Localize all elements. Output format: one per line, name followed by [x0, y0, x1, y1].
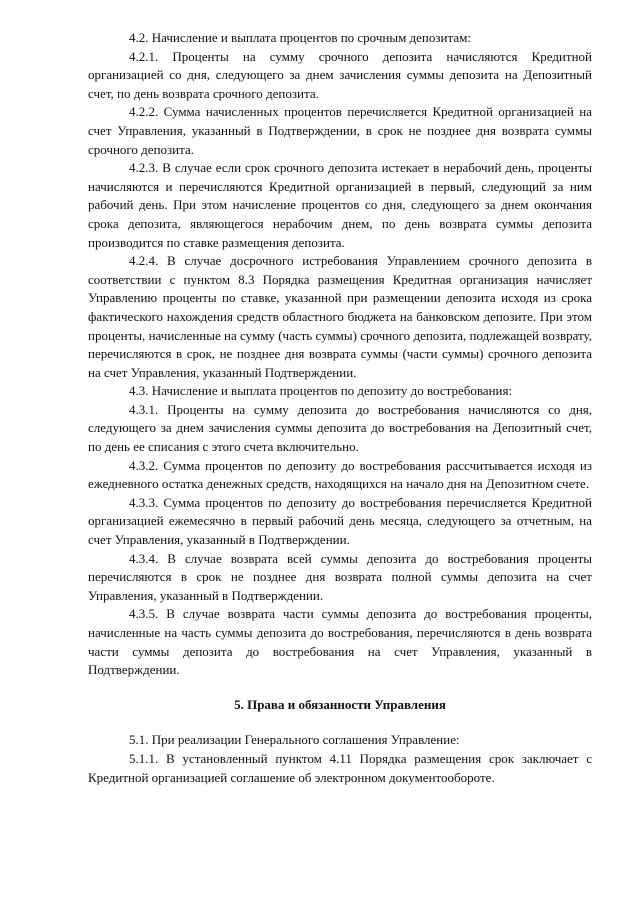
paragraph-4-2-1: 4.2.1. Проценты на сумму срочного депозита начисляются Кредитной организацией со дня, следующего за днем зачисления суммы депозита на Депозитный счет, по день возврата срочного депозита.	[88, 48, 592, 101]
document-page	[88, 29, 592, 787]
paragraph-4-2-3: 4.2.3. В случае если срок срочного депозита истекает в нерабочий день, проценты начисляются и перечисляются Кредитной организацией в первый, следующий за ним рабочий день. При этом начисление процентов со дня, следующего за днем окончания срока депозита, являющегося нерабочим днем, по день возврата суммы депозита производится по ставке размещения депозита.	[88, 160, 592, 250]
paragraph-4-2-4: 4.2.4. В случае досрочного истребования Управлением срочного депозита в соответствии с пунктом 8.3 Порядка размещения Кредитная организация начисляет Управлению проценты по ставке, указанной при размещении депозита исходя из срока фактического нахождения средств областного бюджета на банковском депозите. При этом проценты, начисленные на сумму (часть суммы) срочного депозита, подлежащей возврату, перечисляются в срок, не позднее дня возврата суммы (части суммы) срочного депозита на счет Управления, указанный Подтверждении.	[88, 253, 592, 380]
paragraph-4-3-2: 4.3.2. Сумма процентов по депозиту до востребования рассчитывается исходя из ежедневного остатка денежных средств, находящихся на начало дня на Депозитном счете.	[88, 457, 592, 492]
paragraph-4-2-2: 4.2.2. Сумма начисленных процентов перечисляется Кредитной организацией на счет Управления, указанный в Подтверждении, в срок не позднее дня возврата суммы срочного депозита.	[88, 104, 592, 157]
paragraph-4-3-1: 4.3.1. Проценты на сумму депозита до востребования начисляются со дня, следующего за днем зачисления суммы депозита до востребования на Депозитный счет, по день ее списания с этого счета включительно.	[88, 401, 592, 455]
section-heading: 5. Права и обязанности Управления	[234, 696, 446, 712]
paragraph-4-3-4: 4.3.4. В случае возврата всей суммы депозита до востребования проценты перечисляются в срок не позднее дня возврата полной суммы депозита на счет Управления, указанный в Подтверждении.	[88, 550, 592, 603]
paragraph-4-3-3: 4.3.3. Сумма процентов по депозиту до востребования перечисляется Кредитной организацией ежемесячно в первый рабочий день месяца, следующего за отчетным, на счет Управления, указанный в Подтверждении.	[88, 494, 592, 548]
paragraph-4-3: 4.3. Начисление и выплата процентов по депозиту до востребования:	[129, 383, 513, 399]
paragraph-4-2: 4.2. Начисление и выплата процентов по срочным депозитам:	[129, 30, 471, 45]
paragraph-5-1-1: 5.1.1. В установленный пунктом 4.11 Порядка размещения срок заключает с Кредитной организацией соглашение об электронном документообороте.	[88, 750, 592, 785]
paragraph-5-1: 5.1. При реализации Генерального соглашения Управление:	[129, 732, 460, 748]
paragraph-4-3-5: 4.3.5. В случае возврата части суммы депозита до востребования проценты, начисленные на часть суммы депозита до востребования, перечисляются в день возврата части суммы депозита до востребования на счет Управления, указанный в Подтверждении.	[88, 606, 592, 678]
